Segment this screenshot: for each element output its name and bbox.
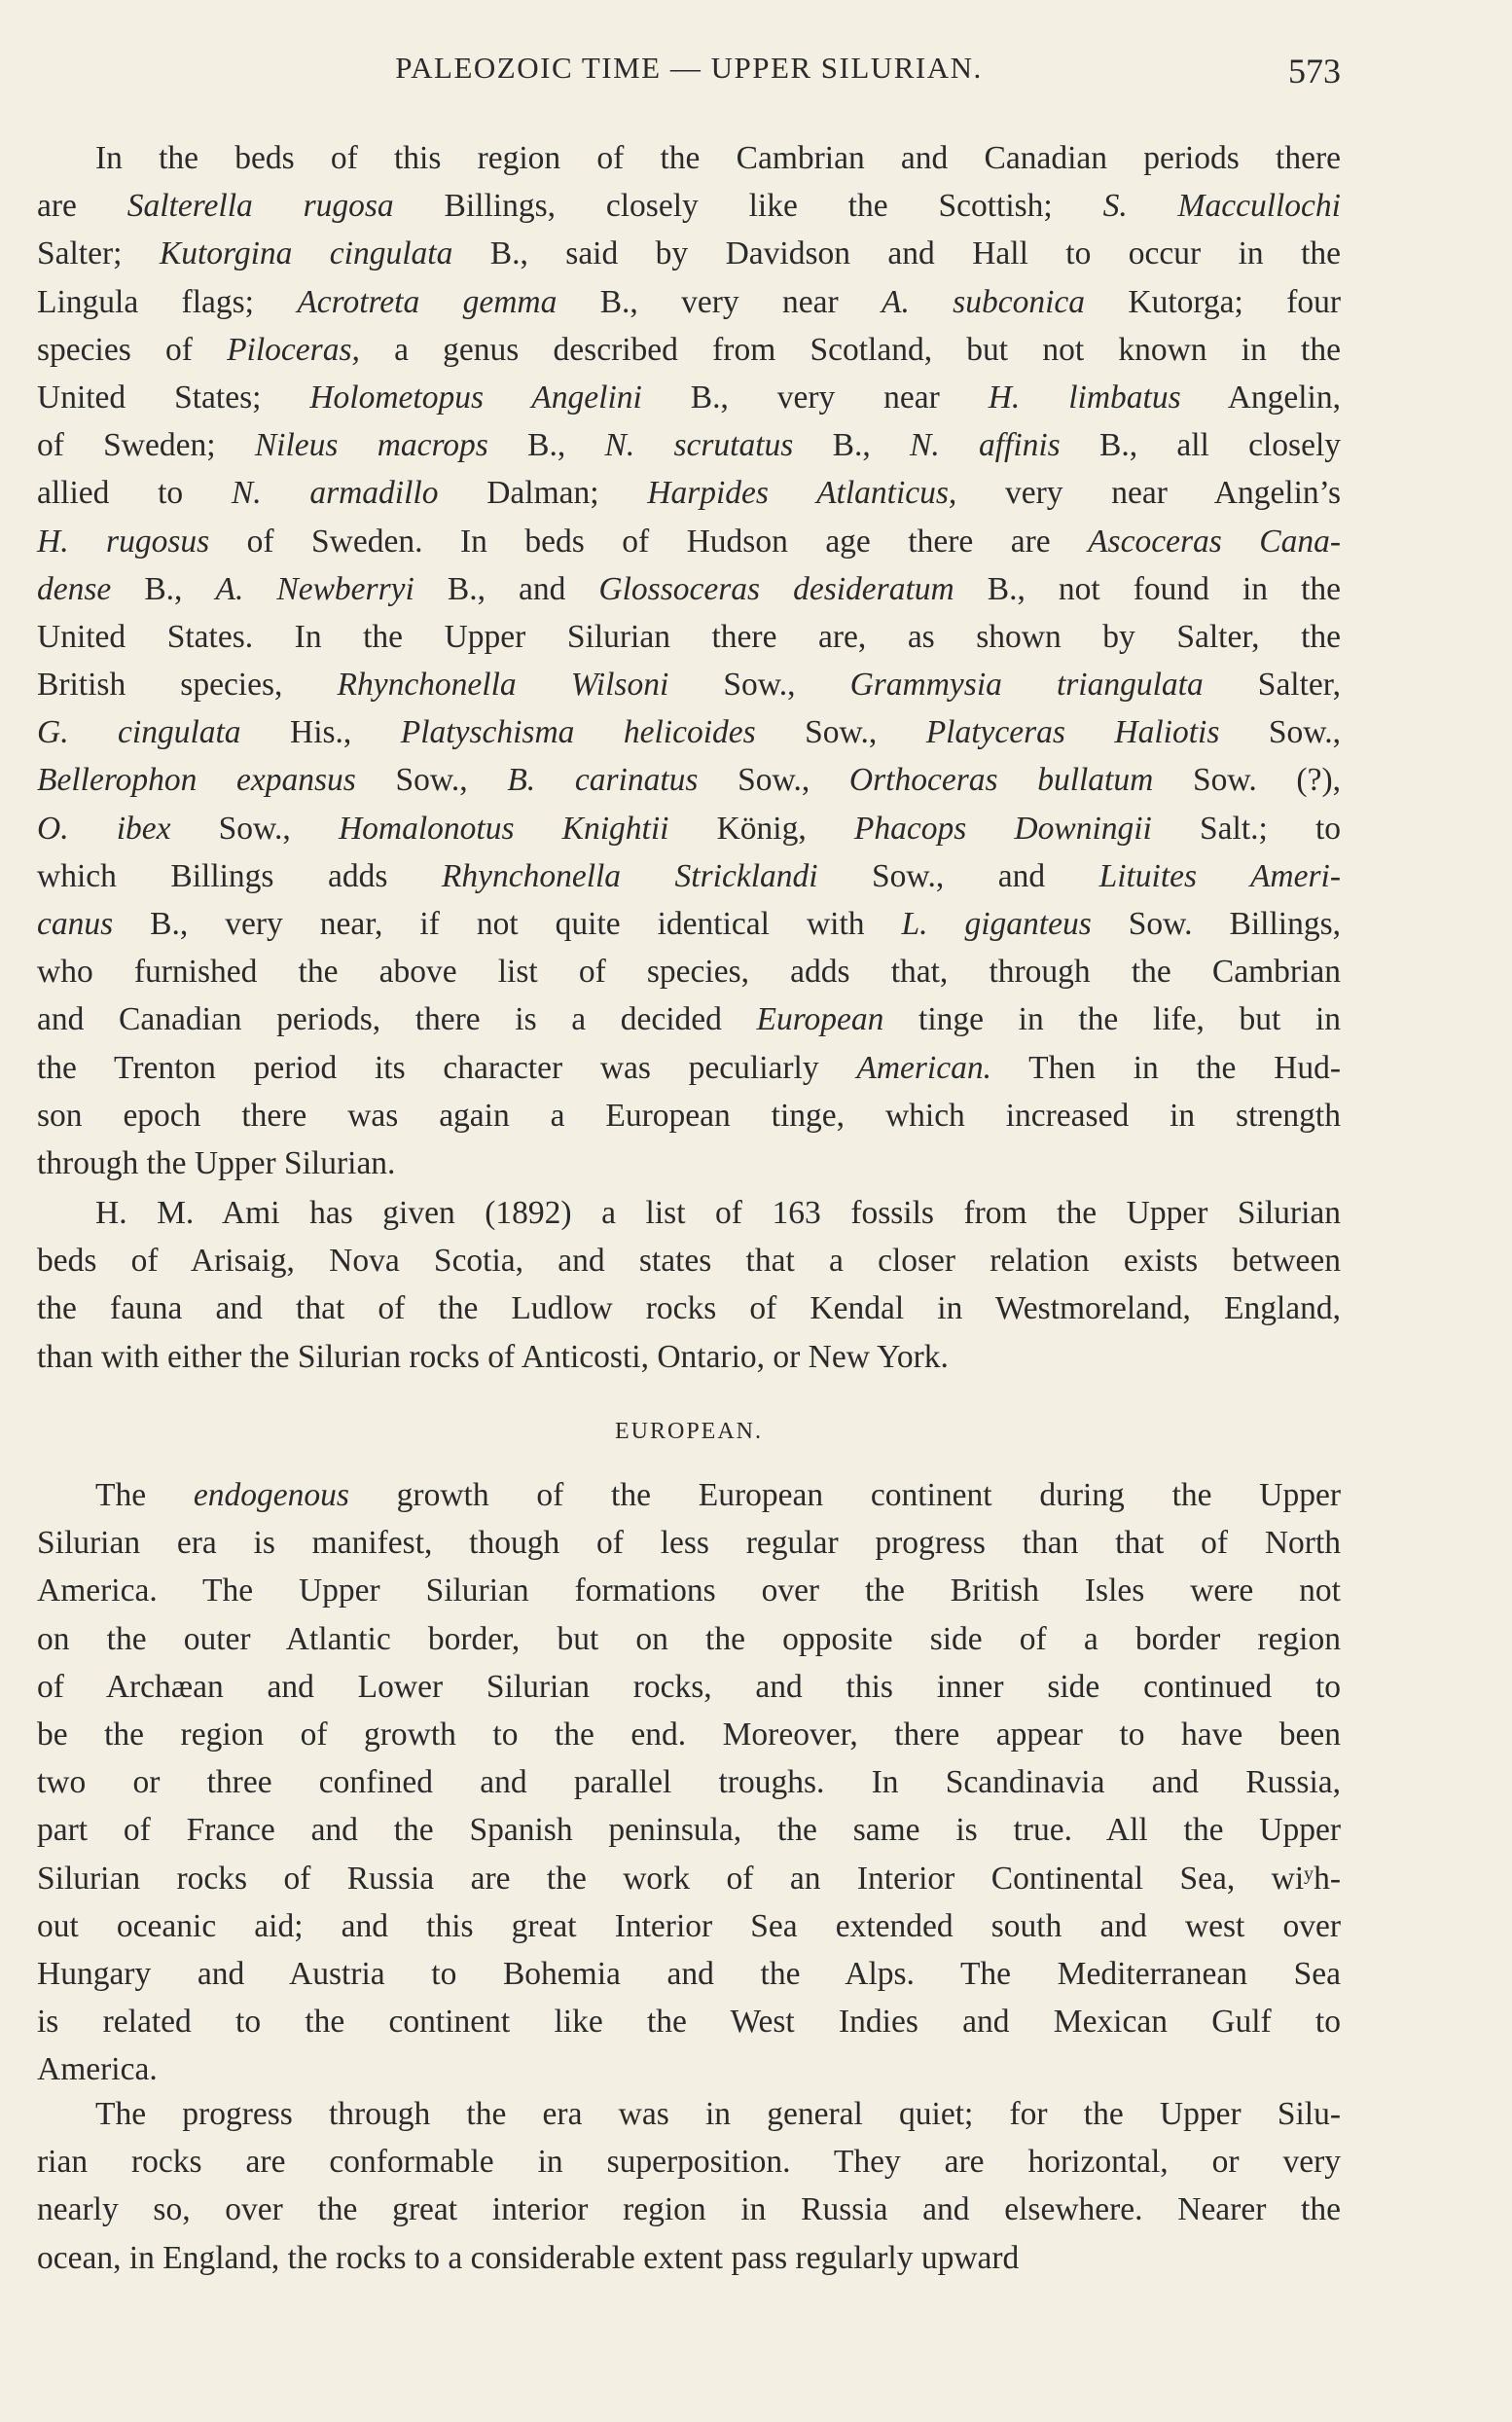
text-line [37, 1615, 1341, 1663]
italic-text: H. limbatus [988, 379, 1181, 416]
text-segment: König, [668, 810, 854, 847]
text-segment: are [37, 188, 127, 225]
text-line [37, 1806, 1341, 1854]
text-line [37, 1567, 1341, 1614]
text-segment: B., and [414, 570, 599, 607]
text-segment: B., [487, 427, 605, 464]
italic-text: Holometopus Angelini [309, 379, 642, 416]
italic-text: Salterella rugosa [126, 188, 394, 225]
italic-text: Glossoceras desideratum [598, 570, 954, 607]
text-line [37, 518, 1341, 565]
text-line [37, 2138, 1341, 2186]
text-segment: which Billings adds [37, 857, 442, 894]
text-segment: Silurian rocks of Russia are the work of an Interior Continental Sea, wiʸh- [37, 1860, 1341, 1897]
text-line [37, 1855, 1341, 1902]
italic-text: Ascoceras Cana- [1088, 523, 1342, 560]
italic-text: N. scrutatus [604, 427, 794, 464]
text-segment: B., said by Davidson and Hall to occur in the [452, 235, 1341, 272]
text-line [37, 421, 1341, 469]
italic-text: Piloceras, [227, 331, 360, 368]
text-segment: the Trenton period its character was peculiarly [37, 1049, 857, 1086]
text-line [37, 1189, 1341, 1237]
text-segment: The progress through the era was in general quiet; for the Upper Silu- [95, 2096, 1341, 2132]
italic-text: S. Maccullochi [1102, 188, 1341, 225]
text-line [37, 182, 1341, 230]
text-line [37, 1758, 1341, 1806]
text-segment: B., very near, if not quite identical with [113, 906, 902, 942]
text-segment: son epoch there was again a European tinge, which increased in strength [37, 1097, 1341, 1134]
text-segment: a genus described from Scotland, but not known in the [359, 331, 1341, 368]
text-segment: ocean, in England, the rocks to a considerable extent pass regularly upward [37, 2239, 1020, 2276]
text-line [37, 2090, 1341, 2138]
text-segment: Salter, [1203, 667, 1341, 704]
text-segment: Sow., [1219, 714, 1341, 751]
text-segment: Kutorga; four [1085, 283, 1342, 320]
text-segment: is related to the continent like the West Indies and Mexican Gulf to [37, 2004, 1341, 2041]
text-line [37, 1902, 1341, 1950]
paragraph-2 [37, 1189, 1341, 1381]
text-line [37, 565, 1341, 613]
text-line [37, 1663, 1341, 1711]
text-line [37, 134, 1341, 182]
text-segment: United States. In the Upper Silurian there are, as shown by Salter, the [37, 618, 1341, 655]
text-line [37, 756, 1341, 804]
text-segment: B., all closely [1060, 427, 1341, 464]
text-segment: B., [111, 570, 216, 607]
text-segment: Lingula flags; [37, 283, 298, 320]
text-line [37, 1139, 1341, 1187]
italic-text: N. affinis [909, 427, 1061, 464]
text-segment: Dalman; [438, 475, 648, 512]
text-line [37, 326, 1341, 374]
italic-text: Kutorgina cingulata [159, 235, 453, 272]
italic-text: A. Newberryi [215, 570, 414, 607]
text-segment: rian rocks are conformable in superposition. They are horizontal, or very [37, 2144, 1341, 2181]
text-line [37, 1950, 1341, 1998]
text-segment: who furnished the above list of species, adds that, through the Cambrian [37, 954, 1341, 991]
text-segment: nearly so, over the great interior region in Russia and elsewhere. Nearer the [37, 2191, 1341, 2228]
text-segment: Sow., [355, 762, 508, 799]
text-segment: His., [240, 714, 401, 751]
text-line [37, 805, 1341, 852]
text-segment: H. M. Ami has given (1892) a list of 163 fossils from the Upper Silurian [95, 1195, 1341, 1231]
text-segment: Sow., [170, 810, 339, 847]
page-number: 573 [1288, 52, 1341, 90]
text-segment: be the region of growth to the end. Moreover, there appear to have been [37, 1716, 1341, 1753]
italic-text: L. giganteus [901, 906, 1092, 942]
italic-text: H. rugosus [37, 523, 210, 560]
paragraph-1 [37, 134, 1341, 1187]
italic-text: Lituites Ameri- [1098, 857, 1341, 894]
text-segment: part of France and the Spanish peninsula, the same is true. All the Upper [37, 1812, 1341, 1849]
italic-text: Harpides Atlanticus, [647, 475, 957, 512]
italic-text: Nileus macrops [254, 427, 488, 464]
text-segment: of Sweden; [37, 427, 255, 464]
italic-text: European [756, 1001, 884, 1038]
text-segment: Hungary and Austria to Bohemia and the Alps. The Mediterranean Sea [37, 1955, 1341, 1992]
italic-text: Rhynchonella Stricklandi [441, 857, 818, 894]
running-title: PALEOZOIC TIME — UPPER SILURIAN. [395, 51, 983, 85]
text-segment: Silurian era is manifest, though of less regular progress than that of North [37, 1525, 1341, 1562]
text-segment: growth of the European continent during the Upper [348, 1477, 1341, 1513]
text-line [37, 230, 1341, 277]
text-segment: B., very near [557, 283, 882, 320]
text-line [37, 1092, 1341, 1139]
paragraph-3 [37, 1471, 1341, 2093]
italic-text: Phacops Downingii [853, 810, 1152, 847]
text-segment: Sow., [698, 762, 849, 799]
italic-text: endogenous [193, 1477, 349, 1513]
text-line [37, 1519, 1341, 1567]
text-line [37, 948, 1341, 995]
text-segment: British species, [37, 667, 338, 704]
italic-text: Acrotreta gemma [297, 283, 558, 320]
text-segment: of Sweden. In beds of Hudson age there are [209, 523, 1089, 560]
text-line [37, 1471, 1341, 1519]
text-segment: B., very near [641, 379, 989, 416]
italic-text: Grammysia triangulata [849, 667, 1204, 704]
text-line [37, 900, 1341, 948]
text-line [37, 2186, 1341, 2233]
italic-text: Platyceras Haliotis [925, 714, 1220, 751]
text-segment: America. [37, 2051, 158, 2088]
text-segment: and Canadian periods, there is a decided [37, 1001, 757, 1038]
text-segment: America. The Upper Silurian formations over the British Isles were not [37, 1572, 1341, 1609]
text-segment: Sow., [755, 714, 926, 751]
text-segment: species of [37, 331, 228, 368]
text-segment: beds of Arisaig, Nova Scotia, and states that a closer relation exists between [37, 1243, 1341, 1280]
italic-text: A. subconica [882, 283, 1086, 320]
text-segment: The [95, 1477, 194, 1513]
italic-text: Rhynchonella Wilsoni [337, 667, 669, 704]
text-segment: In the beds of this region of the Cambrian and Canadian periods there [95, 140, 1341, 176]
italic-text: Orthoceras bullatum [848, 762, 1154, 799]
italic-text: dense [37, 570, 112, 607]
text-line [37, 1044, 1341, 1092]
text-segment: two or three confined and parallel troughs. In Scandinavia and Russia, [37, 1764, 1341, 1801]
text-line [37, 613, 1341, 661]
running-head [37, 51, 1341, 95]
text-segment: Angelin, [1180, 379, 1341, 416]
text-line [37, 852, 1341, 900]
text-segment: on the outer Atlantic border, but on the opposite side of a border region [37, 1620, 1341, 1657]
text-line [37, 1333, 1341, 1381]
text-line [37, 2234, 1341, 2282]
text-segment: Sow., and [817, 857, 1099, 894]
text-line [37, 374, 1341, 421]
text-segment: allied to [37, 475, 232, 512]
italic-text: American. [856, 1049, 991, 1086]
italic-text: Platyschisma helicoides [400, 714, 756, 751]
text-line [37, 1711, 1341, 1758]
paragraph-4 [37, 2090, 1341, 2282]
italic-text: G. cingulata [37, 714, 241, 751]
italic-text: Homalonotus Knightii [338, 810, 669, 847]
text-segment: through the Upper Silurian. [37, 1144, 396, 1181]
text-segment: Then in the Hud- [990, 1049, 1342, 1086]
text-segment: of Archæan and Lower Silurian rocks, and this inner side continued to [37, 1668, 1341, 1705]
italic-text: N. armadillo [231, 475, 439, 512]
text-segment: the fauna and that of the Ludlow rocks of Kendal in Westmoreland, England, [37, 1290, 1341, 1327]
text-segment: Sow., [668, 667, 850, 704]
text-segment: United States; [37, 379, 310, 416]
italic-text: B. carinatus [507, 762, 699, 799]
text-line [37, 661, 1341, 708]
text-line [37, 469, 1341, 517]
section-heading: EUROPEAN. [614, 1419, 763, 1444]
text-segment: B., not found in the [954, 570, 1341, 607]
text-line [37, 278, 1341, 326]
text-segment: out oceanic aid; and this great Interior Sea extended south and west over [37, 1907, 1341, 1944]
text-segment: B., [793, 427, 910, 464]
text-segment: Sow. Billings, [1091, 906, 1341, 942]
text-line [37, 1998, 1341, 2045]
text-line [37, 1284, 1341, 1332]
text-line [37, 1237, 1341, 1284]
italic-text: canus [37, 906, 114, 942]
text-segment: Billings, closely like the Scottish; [393, 188, 1103, 225]
text-line [37, 995, 1341, 1043]
text-segment: very near Angelin’s [956, 475, 1342, 512]
text-segment: Salt.; to [1151, 810, 1342, 847]
text-line [37, 708, 1341, 756]
book-page [37, 0, 1341, 2422]
italic-text: O. ibex [37, 810, 171, 847]
text-segment: Sow. (?), [1153, 762, 1341, 799]
text-segment: Salter; [37, 235, 160, 272]
text-line [37, 2045, 1341, 2093]
text-segment: than with either the Silurian rocks of Anticosti, Ontario, or New York. [37, 1338, 949, 1375]
italic-text: Bellerophon expansus [37, 762, 356, 799]
text-segment: tinge in the life, but in [883, 1001, 1341, 1038]
